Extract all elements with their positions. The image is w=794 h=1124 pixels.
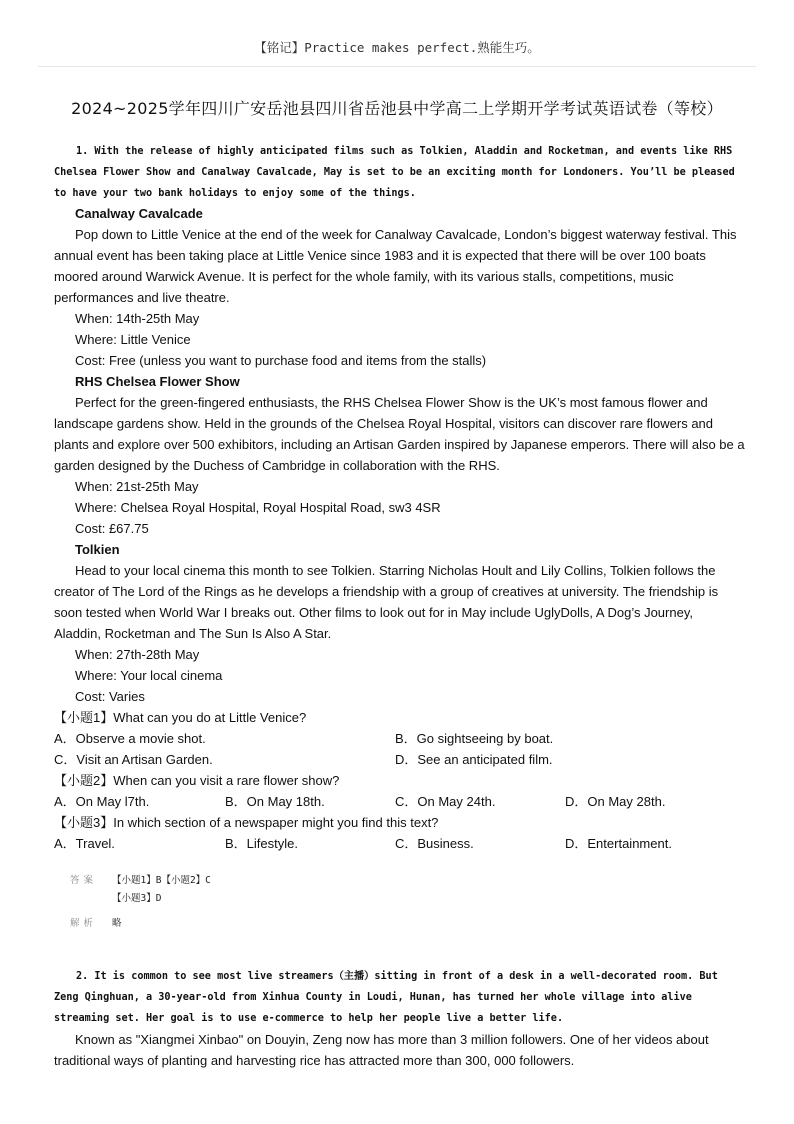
answer-value: 【小题3】D	[112, 893, 162, 904]
analysis-value: 略	[112, 918, 122, 929]
header-divider	[38, 66, 756, 67]
event-cost: Cost: £67.75	[75, 521, 149, 536]
subquestion-1-option-d: D．See an anticipated film.	[395, 752, 553, 767]
subquestion-2-stem: 【小题2】When can you visit a rare flower show?	[54, 773, 340, 788]
section-text-line: plants and explore over 500 exhibitors, including an Artisan Garden inspired by Japanese emperors. There will also be a	[54, 437, 745, 452]
section-text-line: soon tested when World War I breaks out. Other films to look out for in May include UglyDolls, A Dog’s Journey,	[54, 605, 693, 620]
subquestion-2-option-d: D．On May 28th.	[565, 794, 666, 809]
page-title: 2024~2025学年四川广安岳池县四川省岳池县中学高二上学期开学考试英语试卷（等校）	[71, 99, 723, 118]
subquestion-1-option-a: A．Observe a movie shot.	[54, 731, 206, 746]
question-2-intro: 2. It is common to see most live streamers（主播）sitting in front of a desk in a well-decorated room. But Zeng Qinghuan, a 30-year-old from Xinhua County in Loudi, Hunan, has turned her whole village into alive streaming set. Her goal is to use e-commerce to help her people live a better life.	[54, 971, 718, 1024]
section-text-line: Aladdin, Rocketman and The Sun Is Also A Star.	[54, 626, 332, 641]
event-when: When: 21st-25th May	[75, 479, 199, 494]
section-text-line: performances and live theatre.	[54, 290, 230, 305]
subquestion-1-option-c: C．Visit an Artisan Garden.	[54, 752, 213, 767]
event-where: Where: Little Venice	[75, 332, 191, 347]
subquestion-1-stem: 【小题1】What can you do at Little Venice?	[54, 710, 307, 725]
subquestion-2-option-a: A．On May l7th.	[54, 794, 150, 809]
subquestion-3-stem: 【小题3】In which section of a newspaper might you find this text?	[54, 815, 439, 830]
question-2-text-line: Known as "Xiangmei Xinbao" on Douyin, Zeng now has more than 3 million followers. One of her videos about	[75, 1032, 709, 1047]
event-when: When: 14th-25th May	[75, 311, 200, 326]
answer-label: 答案	[70, 875, 98, 886]
header-motto: 【铭记】Practice makes perfect.熟能生巧。	[254, 40, 540, 55]
section-text-line: landscape gardens show. Held in the grounds of the Chelsea Royal Hospital, visitors can discover rare flowers and	[54, 416, 714, 431]
subquestion-2-option-c: C．On May 24th.	[395, 794, 496, 809]
section-heading-canalway: Canalway Cavalcade	[75, 206, 203, 221]
event-cost: Cost: Varies	[75, 689, 145, 704]
subquestion-1-option-b: B．Go sightseeing by boat.	[395, 731, 554, 746]
event-where: Where: Chelsea Royal Hospital, Royal Hospital Road, sw3 4SR	[75, 500, 441, 515]
section-text-line: Perfect for the green-fingered enthusiasts, the RHS Chelsea Flower Show is the UK’s most famous flower and	[75, 395, 708, 410]
section-text-line: Pop down to Little Venice at the end of the week for Canalway Cavalcade, London’s biggest waterway festival. This	[75, 227, 737, 242]
section-heading-chelsea: RHS Chelsea Flower Show	[75, 374, 240, 389]
subquestion-3-option-d: D．Entertainment.	[565, 836, 672, 851]
event-cost: Cost: Free (unless you want to purchase food and items from the stalls)	[75, 353, 487, 368]
question-1-intro: 1. With the release of highly anticipated films such as Tolkien, Aladdin and Rocketman, and events like RHS Chelsea Flower Show and Canalway Cavalcade, May is set to be an exciting month for Londoners. You’ll be pleased to have your two bank holidays to enjoy some of the things.	[54, 146, 735, 199]
subquestion-3-option-c: C．Business.	[395, 836, 474, 851]
section-text-line: garden designed by the Duchess of Cambridge in collaboration with the RHS.	[54, 458, 500, 473]
section-text-line: moored around Warwick Avenue. It is perfect for the whole family, with its various stalls, competitions, music	[54, 269, 674, 284]
answer-value: 【小题1】B【小题2】C	[112, 875, 211, 886]
subquestion-3-option-b: B．Lifestyle.	[225, 836, 298, 851]
event-where: Where: Your local cinema	[75, 668, 223, 683]
section-text-line: Head to your local cinema this month to see Tolkien. Starring Nicholas Hoult and Lily Collins, Tolkien follows the	[75, 563, 716, 578]
section-text-line: creator of The Lord of the Rings as he develops a friendship with a group of creatives at university. The friendship is	[54, 584, 719, 599]
event-when: When: 27th-28th May	[75, 647, 200, 662]
section-text-line: annual event has been taking place at Little Venice since 1983 and it is expected that there will be over 100 boats	[54, 248, 706, 263]
analysis-label: 解析	[70, 918, 98, 929]
subquestion-2-option-b: B．On May 18th.	[225, 794, 325, 809]
question-2-text-line: traditional ways of planting and harvesting rice has attracted more than 300, 000 followers.	[54, 1053, 575, 1068]
subquestion-3-option-a: A．Travel.	[54, 836, 115, 851]
section-heading-tolkien: Tolkien	[75, 542, 120, 557]
